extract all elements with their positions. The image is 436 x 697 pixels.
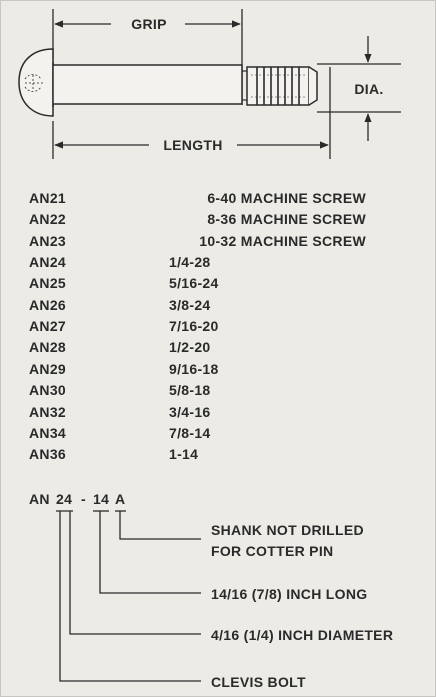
thread-size: 3/4-16 [169,404,211,420]
thread-size: 6-40 MACHINE SCREW [207,190,366,206]
an-code: AN32 [29,404,66,420]
an-code: AN27 [29,318,66,334]
thread-size: 5/16-24 [169,275,219,291]
thread-size: 8-36 MACHINE SCREW [207,211,366,227]
callout-length: 14/16 (7/8) INCH LONG [211,586,368,602]
an-code: AN29 [29,361,66,377]
part-number-breakdown [1,481,436,691]
callout-shank-line1: SHANK NOT DRILLED [211,522,364,538]
callout-diameter: 4/16 (1/4) INCH DIAMETER [211,627,394,643]
leader-length [100,511,201,593]
bolt-diagram [1,1,436,171]
thread-size: 9/16-18 [169,361,219,377]
thread-size: 3/8-24 [169,297,211,313]
an-code: AN36 [29,446,66,462]
part-length-code: 14 [93,491,110,507]
an-code: AN30 [29,382,66,398]
thread-size: 7/8-14 [169,425,211,441]
leader-diameter [70,511,201,634]
an-code: AN22 [29,211,66,227]
leader-shank [120,511,201,539]
an-code: AN26 [29,297,66,313]
bolt-head [19,49,53,116]
thread-size: 1/4-28 [169,254,211,270]
part-diameter-code: 24 [56,491,73,507]
part-dash: - [81,491,86,507]
an-code: AN23 [29,233,66,249]
callout-shank-line2: FOR COTTER PIN [211,543,334,559]
thread-size: 7/16-20 [169,318,219,334]
callout-type: CLEVIS BOLT [211,674,306,690]
thread-size: 5/8-18 [169,382,211,398]
an-code: AN24 [29,254,66,270]
grip-label: GRIP [131,16,167,32]
leader-type [60,511,201,681]
thread-size: 10-32 MACHINE SCREW [199,233,366,249]
an-code: AN28 [29,339,66,355]
an-code: AN21 [29,190,66,206]
an-code: AN34 [29,425,66,441]
part-prefix: AN [29,491,50,507]
dia-label: DIA. [354,81,384,97]
bolt-shank [53,65,242,104]
part-suffix: A [115,491,126,507]
thread-size: 1-14 [169,446,199,462]
length-label: LENGTH [163,137,223,153]
an-code: AN25 [29,275,66,291]
bolt-thread [242,67,317,105]
thread-size: 1/2-20 [169,339,211,355]
